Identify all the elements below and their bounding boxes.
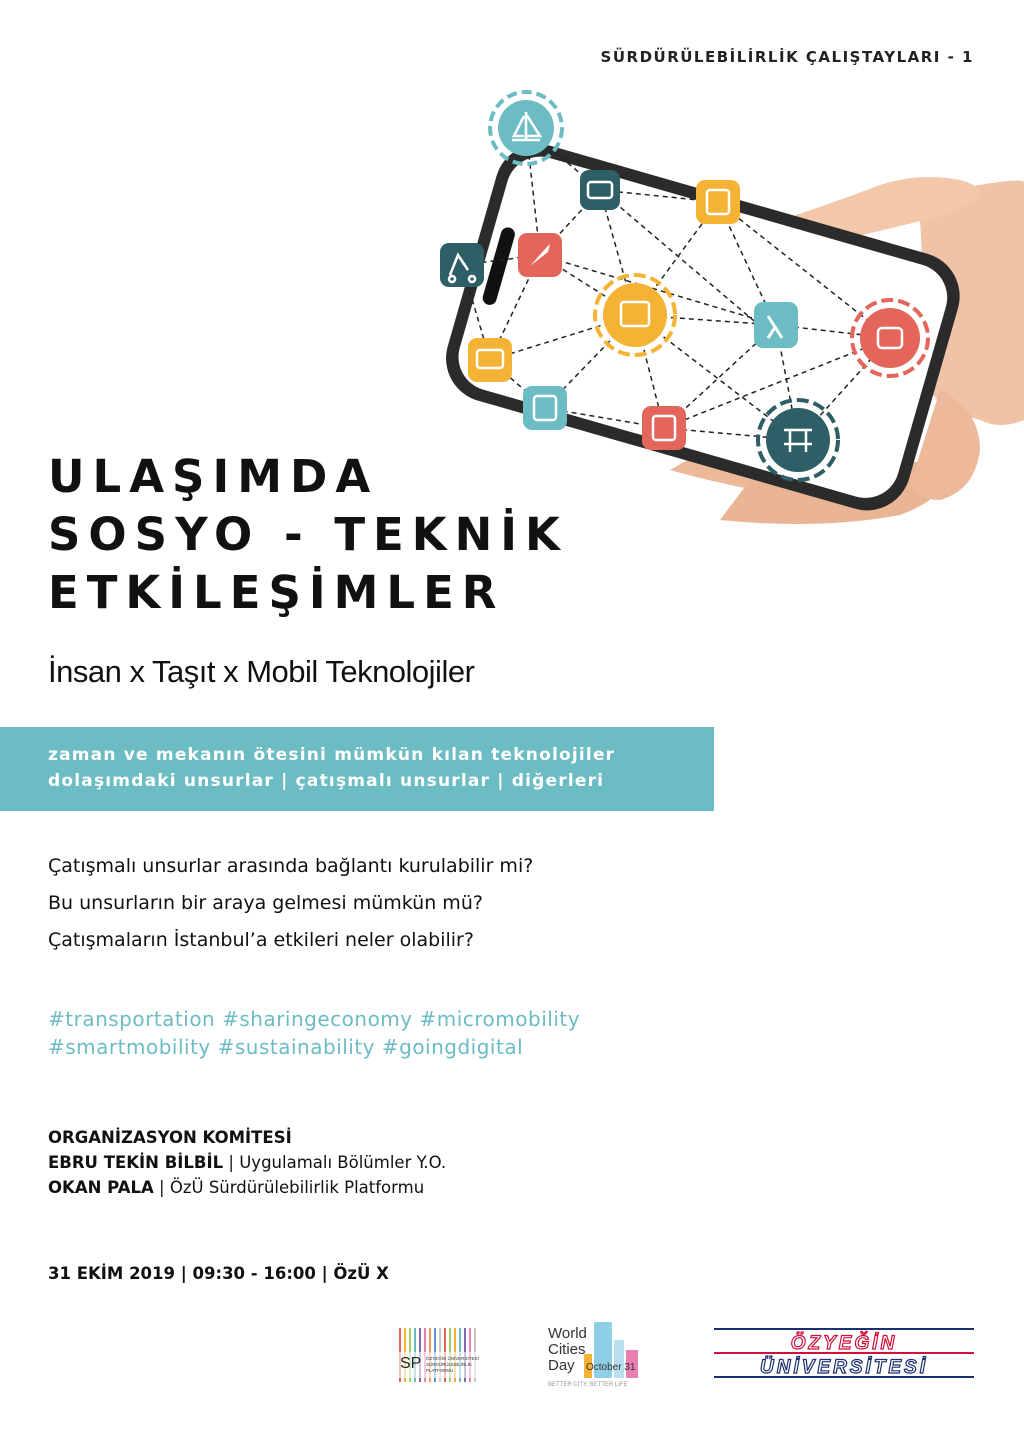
ozu-logo-line-1: ÖZYEĞİN bbox=[790, 1333, 898, 1354]
wcd-line-1: World bbox=[548, 1325, 587, 1342]
sp-logo-line: SÜRDÜRÜLEBİLİRLİK bbox=[426, 1362, 473, 1367]
car-front-icon bbox=[580, 170, 620, 210]
series-tag: SÜRDÜRÜLEBİLİRLİK ÇALIŞTAYLARI - 1 bbox=[600, 48, 974, 66]
tram-icon bbox=[642, 406, 686, 450]
world-cities-day-logo bbox=[544, 1318, 654, 1404]
hashtag-line-1: #transportation #sharingeconomy #micromobility bbox=[48, 1007, 581, 1031]
rocket-icon bbox=[518, 233, 562, 277]
bicycle-icon bbox=[523, 386, 567, 430]
committee-member bbox=[48, 1175, 446, 1200]
committee-heading: ORGANİZASYON KOMİTESİ bbox=[48, 1128, 292, 1147]
member-role: Uygulamalı Bölümler Y.O. bbox=[239, 1153, 447, 1172]
title-line-3: ETKİLEŞİMLER bbox=[48, 566, 505, 619]
member-separator: | bbox=[159, 1178, 165, 1197]
member-role: ÖzÜ Sürdürülebilirlik Platformu bbox=[169, 1178, 425, 1197]
scooter-icon bbox=[440, 243, 484, 287]
hashtags bbox=[48, 1005, 580, 1061]
subtitle: İnsan x Taşıt x Mobil Teknolojiler bbox=[48, 654, 475, 689]
wcd-line-3: Day bbox=[548, 1357, 575, 1374]
lambda-icon bbox=[754, 302, 798, 348]
wcd-tagline: BETTER CITY, BETTER LIFE bbox=[548, 1382, 628, 1388]
title-line-2: SOSYO - TEKNİK bbox=[48, 508, 568, 561]
member-name: EBRU TEKİN BİLBİL bbox=[48, 1153, 224, 1172]
theme-line-1: zaman ve mekanın ötesini mümkün kılan teknolojiler bbox=[48, 745, 616, 765]
sp-logo bbox=[398, 1328, 482, 1382]
wcd-line-2: Cities bbox=[548, 1341, 586, 1358]
theme-band bbox=[0, 727, 714, 811]
question-item: Çatışmaların İstanbul’a etkileri neler olabilir? bbox=[48, 929, 474, 951]
wcd-date: October 31 bbox=[586, 1362, 636, 1373]
organizing-committee bbox=[48, 1125, 446, 1200]
page-title bbox=[48, 448, 568, 622]
question-item: Çatışmalı unsurlar arasında bağlantı kurulabilir mi? bbox=[48, 855, 534, 877]
hashtag-line-2: #smartmobility #sustainability #goingdigital bbox=[48, 1035, 524, 1059]
title-line-1: ULAŞIMDA bbox=[48, 450, 379, 503]
ozu-logo-line-2: ÜNİVERSİTESİ bbox=[760, 1357, 928, 1378]
van-icon bbox=[468, 338, 512, 382]
event-date: 31 EKİM 2019 | 09:30 - 16:00 | ÖzÜ X bbox=[48, 1264, 389, 1283]
ozyegin-university-logo bbox=[714, 1327, 974, 1379]
sp-logo-line: ÖZYEĞİN ÜNİVERSİTESİ bbox=[426, 1356, 479, 1361]
member-separator: | bbox=[228, 1153, 234, 1172]
sp-logo-line: PLATFORMU bbox=[426, 1368, 454, 1373]
theme-line-2: dolaşımdaki unsurlar | çatışmalı unsurlar | diğerleri bbox=[48, 771, 605, 791]
bus-icon bbox=[696, 180, 740, 224]
questions-list bbox=[48, 848, 533, 959]
committee-member bbox=[48, 1150, 446, 1175]
question-item: Bu unsurların bir araya gelmesi mümkün mü? bbox=[48, 892, 483, 914]
sp-logo-mark: SP bbox=[400, 1355, 422, 1372]
member-name: OKAN PALA bbox=[48, 1178, 154, 1197]
